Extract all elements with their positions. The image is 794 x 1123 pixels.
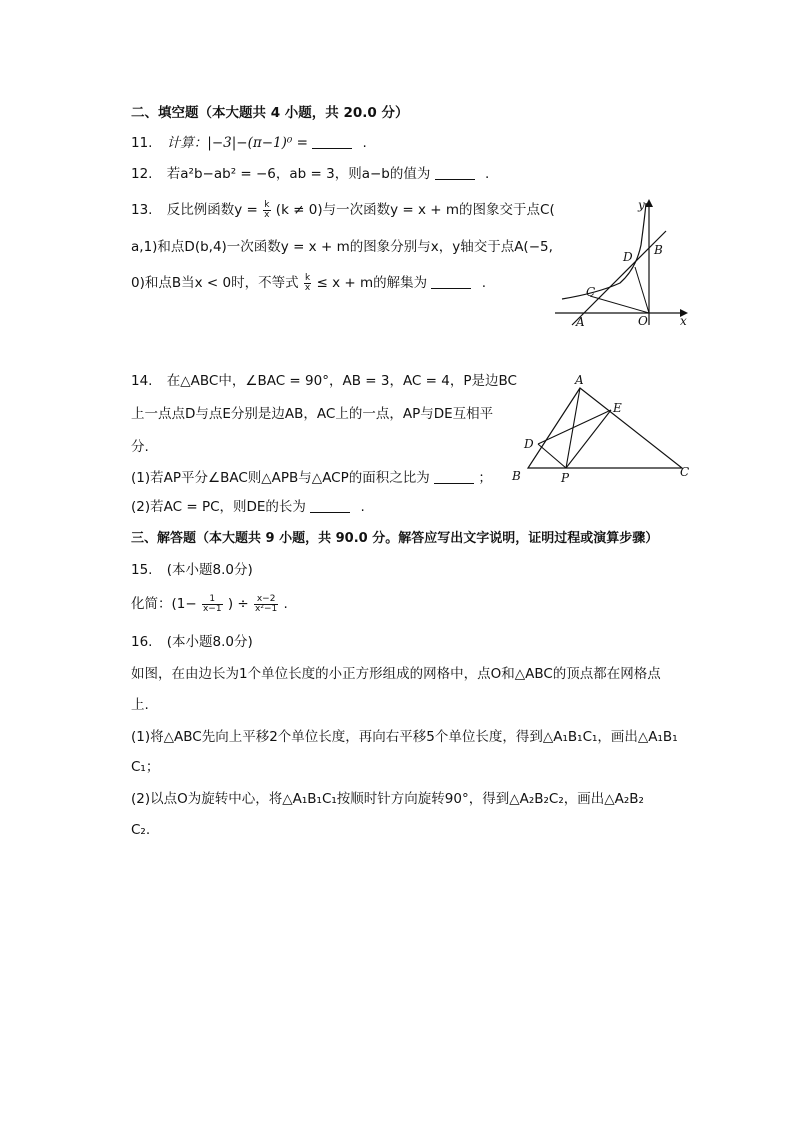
question-16-line-1: 如图，在由边长为1个单位长度的小正方形组成的网格中，点O和△ABC的顶点都在网格点 [131,666,661,682]
q13-number: 13. [131,202,153,218]
q14-label-p: P [561,471,570,485]
q13-segment-co [590,296,649,313]
q11-number: 11. [131,135,153,151]
q14-label-b: B [512,469,521,483]
q11-period: . [362,135,367,151]
question-14-line-2: 上一点点D与点E分别是边AB，AC上的一点，AP与DE互相平 [131,406,494,422]
q13-label-d: D [623,250,633,264]
question-13-line-3 [131,273,486,293]
q14-part-2-end: . [360,499,365,515]
q12-period: . [484,166,490,182]
q14-number: 14. [131,373,153,389]
q13-hyperbola [562,203,646,299]
q13-figure [550,195,695,330]
question-15-expression [131,594,288,614]
q12-number: 12. [131,166,153,182]
q15-divide: ) ÷ [227,596,249,612]
q14-label-d: D [524,437,534,451]
question-16-part-1-line-1: (1)将△ABC先向上平移2个单位长度，再向右平移5个单位长度，得到△A₁B₁C₁，画出△A₁B₁ [131,729,678,745]
question-15-header [131,560,253,580]
q14-triangle-abc [528,388,682,468]
question-13-line-2: a,1)和点D(b,4)一次函数y = x + m的图象分别与x，y轴交于点A(−5, [131,239,553,255]
q13-label-c: C [586,285,596,299]
question-12 [131,164,489,184]
q14-label-a: A [575,373,584,387]
q14-part-2-blank[interactable] [310,498,350,513]
q15-period: . [283,596,288,612]
q16-number: 16. [131,634,153,650]
q14-part-1-blank[interactable] [434,469,474,484]
q13-answer-blank[interactable] [431,274,471,289]
q13-period: . [481,275,487,291]
q15-fraction-2: $\frac{x-2}{\text{x²−1}}$ [255,593,278,614]
q14-part-1-text: (1)若AP平分∠BAC则△APB与△ACP的面积之比为 [131,470,430,486]
question-14-part-1 [131,468,492,488]
q14-part-2-text: (2)若AC = PC，则DE的长为 [131,499,306,515]
question-16-line-2: 上. [131,697,149,713]
q14-text-1: 在△ABC中，∠BAC = 90°，AB = 3，AC = 4，P是边BC [166,373,517,389]
q13-text-d: ≤ x + m的解集为 [316,275,428,291]
q11-text: 计算：|−3|−(π−1)⁰ = [166,135,308,151]
question-16-part-1-line-2: C₁； [131,759,160,775]
q13-label-o: O [638,314,648,328]
q13-text-a: 反比例函数y = [166,202,258,218]
q13-label-a: A [576,315,585,329]
q14-figure [505,372,700,487]
q13-label-y: y [638,198,645,212]
q16-score: (本小题8.0分) [166,634,253,650]
q12-answer-blank[interactable] [435,165,475,180]
question-14-line-3: 分. [131,439,149,455]
q13-text-c: 0)和点B当x < 0时，不等式 [131,275,299,291]
section-fill-header: 二、填空题（本大题共 4 小题，共 20.0 分） [131,105,409,121]
q13-fraction: $\frac{k}{x}$ [264,199,270,220]
question-14-line-1 [131,371,517,391]
q13-text-b: (k ≠ 0)与一次函数y = x + m的图象交于点C( [275,202,555,218]
q15-fraction-1: $\frac{1}{x-1}$ [202,593,222,614]
question-16-part-2-line-2: C₂. [131,822,151,838]
q15-number: 15. [131,562,153,578]
question-13-line-1 [131,200,555,220]
q14-segment-ep [566,410,611,468]
q13-segment-do [635,267,649,313]
q14-segment-dp [538,444,566,468]
q13-label-x: x [680,314,687,328]
question-16-part-2-line-1: (2)以点O为旋转中心，将△A₁B₁C₁按顺时针方向旋转90°，得到△A₂B₂C₂，画出△A₂B₂ [131,791,644,807]
q12-text: 若a²b−ab² = −6，ab = 3，则a−b的值为 [166,166,431,182]
q15-simplify-text: 化简：(1− [131,596,197,612]
q13-label-b: B [654,243,663,257]
q15-score: (本小题8.0分) [166,562,253,578]
question-11 [131,133,367,153]
q14-label-e: E [613,401,622,415]
section-answer-header: 三、解答题（本大题共 9 小题，共 90.0 分。解答应写出文字说明，证明过程或演算步骤） [131,531,659,546]
q14-segment-de [538,410,611,444]
question-14-part-2 [131,497,365,517]
q11-answer-blank[interactable] [312,134,352,149]
question-16-header [131,632,253,652]
q14-label-c: C [680,465,690,479]
q13-line-ab [572,231,666,325]
q14-part-1-end: ； [478,470,492,486]
q13-fraction-2: $\frac{k}{x}$ [304,272,311,293]
